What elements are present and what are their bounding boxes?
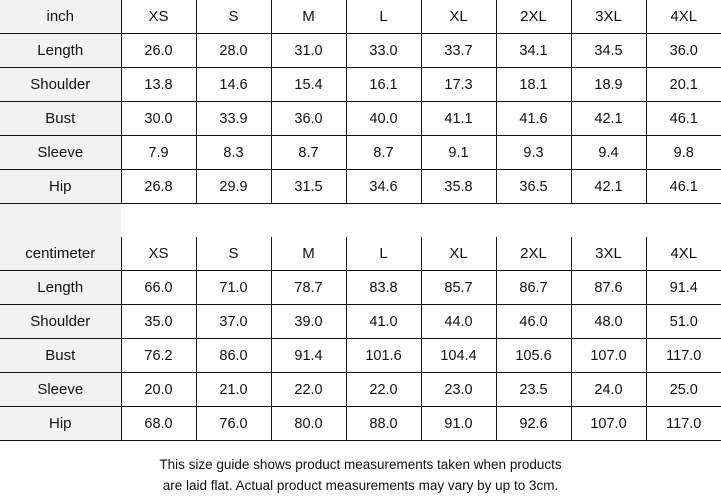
cell: 31.5 bbox=[271, 170, 346, 204]
column-header: M bbox=[271, 237, 346, 271]
cell: 21.0 bbox=[196, 373, 271, 407]
table-row bbox=[0, 373, 721, 407]
cell: 66.0 bbox=[121, 271, 196, 305]
cell: 22.0 bbox=[346, 373, 421, 407]
row-label: Length bbox=[0, 34, 121, 68]
column-header: 3XL bbox=[571, 0, 646, 34]
cell: 23.5 bbox=[496, 373, 571, 407]
cell: 33.7 bbox=[421, 34, 496, 68]
cell: 117.0 bbox=[646, 407, 721, 441]
cell: 107.0 bbox=[571, 339, 646, 373]
table-header-row-inch bbox=[0, 0, 721, 34]
row-label: Bust bbox=[0, 102, 121, 136]
cell: 17.3 bbox=[421, 68, 496, 102]
cell: 78.7 bbox=[271, 271, 346, 305]
cell: 91.4 bbox=[646, 271, 721, 305]
cell: 42.1 bbox=[571, 170, 646, 204]
table-row bbox=[0, 407, 721, 441]
cell: 87.6 bbox=[571, 271, 646, 305]
column-header: 3XL bbox=[571, 237, 646, 271]
table-row bbox=[0, 102, 721, 136]
row-label: Hip bbox=[0, 407, 121, 441]
cell: 18.1 bbox=[496, 68, 571, 102]
cell: 41.1 bbox=[421, 102, 496, 136]
cell: 42.1 bbox=[571, 102, 646, 136]
cell: 8.7 bbox=[346, 136, 421, 170]
cell: 23.0 bbox=[421, 373, 496, 407]
cell: 31.0 bbox=[271, 34, 346, 68]
cell: 15.4 bbox=[271, 68, 346, 102]
column-header: 4XL bbox=[646, 0, 721, 34]
table-row bbox=[0, 68, 721, 102]
cell: 91.4 bbox=[271, 339, 346, 373]
cell: 34.6 bbox=[346, 170, 421, 204]
cell: 18.9 bbox=[571, 68, 646, 102]
cell: 44.0 bbox=[421, 305, 496, 339]
cell: 9.8 bbox=[646, 136, 721, 170]
table-row bbox=[0, 339, 721, 373]
size-table-centimeter bbox=[0, 237, 721, 441]
cell: 104.4 bbox=[421, 339, 496, 373]
cell: 48.0 bbox=[571, 305, 646, 339]
cell: 37.0 bbox=[196, 305, 271, 339]
cell: 92.6 bbox=[496, 407, 571, 441]
column-header: XS bbox=[121, 237, 196, 271]
cell: 13.8 bbox=[121, 68, 196, 102]
unit-label-centimeter: centimeter bbox=[0, 237, 121, 271]
size-guide-footnote bbox=[0, 441, 721, 497]
cell: 107.0 bbox=[571, 407, 646, 441]
cell: 26.8 bbox=[121, 170, 196, 204]
cell: 34.5 bbox=[571, 34, 646, 68]
cell: 25.0 bbox=[646, 373, 721, 407]
table-row bbox=[0, 271, 721, 305]
footnote-line-1: This size guide shows product measurements taken when products bbox=[159, 457, 562, 472]
cell: 8.3 bbox=[196, 136, 271, 170]
cell: 33.0 bbox=[346, 34, 421, 68]
row-label: Length bbox=[0, 271, 121, 305]
cell: 36.0 bbox=[271, 102, 346, 136]
cell: 76.2 bbox=[121, 339, 196, 373]
cell: 7.9 bbox=[121, 136, 196, 170]
column-header: S bbox=[196, 0, 271, 34]
cell: 80.0 bbox=[271, 407, 346, 441]
cell: 91.0 bbox=[421, 407, 496, 441]
table-row bbox=[0, 34, 721, 68]
cell: 22.0 bbox=[271, 373, 346, 407]
cell: 35.8 bbox=[421, 170, 496, 204]
cell: 14.6 bbox=[196, 68, 271, 102]
cell: 20.1 bbox=[646, 68, 721, 102]
row-label: Hip bbox=[0, 170, 121, 204]
unit-label-inch: inch bbox=[0, 0, 121, 34]
cell: 24.0 bbox=[571, 373, 646, 407]
cell: 36.5 bbox=[496, 170, 571, 204]
cell: 36.0 bbox=[646, 34, 721, 68]
cell: 85.7 bbox=[421, 271, 496, 305]
cell: 35.0 bbox=[121, 305, 196, 339]
column-header: M bbox=[271, 0, 346, 34]
cell: 46.0 bbox=[496, 305, 571, 339]
cell: 9.1 bbox=[421, 136, 496, 170]
column-header: 4XL bbox=[646, 237, 721, 271]
cell: 51.0 bbox=[646, 305, 721, 339]
table-header-row-centimeter bbox=[0, 237, 721, 271]
row-label: Shoulder bbox=[0, 68, 121, 102]
cell: 68.0 bbox=[121, 407, 196, 441]
cell: 86.7 bbox=[496, 271, 571, 305]
column-header: XS bbox=[121, 0, 196, 34]
cell: 34.1 bbox=[496, 34, 571, 68]
cell: 30.0 bbox=[121, 102, 196, 136]
cell: 76.0 bbox=[196, 407, 271, 441]
column-header: S bbox=[196, 237, 271, 271]
column-header: XL bbox=[421, 237, 496, 271]
table-row bbox=[0, 136, 721, 170]
cell: 41.6 bbox=[496, 102, 571, 136]
cell: 8.7 bbox=[271, 136, 346, 170]
cell: 33.9 bbox=[196, 102, 271, 136]
cell: 46.1 bbox=[646, 170, 721, 204]
cell: 86.0 bbox=[196, 339, 271, 373]
size-table-inch bbox=[0, 0, 721, 237]
cell: 39.0 bbox=[271, 305, 346, 339]
table-row bbox=[0, 305, 721, 339]
column-header: L bbox=[346, 0, 421, 34]
column-header: 2XL bbox=[496, 0, 571, 34]
cell: 46.1 bbox=[646, 102, 721, 136]
cell: 9.3 bbox=[496, 136, 571, 170]
cell: 29.9 bbox=[196, 170, 271, 204]
row-label: Shoulder bbox=[0, 305, 121, 339]
table-spacer bbox=[0, 204, 721, 238]
cell: 40.0 bbox=[346, 102, 421, 136]
cell: 88.0 bbox=[346, 407, 421, 441]
cell: 41.0 bbox=[346, 305, 421, 339]
cell: 26.0 bbox=[121, 34, 196, 68]
cell: 16.1 bbox=[346, 68, 421, 102]
table-row bbox=[0, 170, 721, 204]
footnote-line-2: are laid flat. Actual product measurements may vary by up to 3cm. bbox=[162, 477, 559, 493]
cell: 9.4 bbox=[571, 136, 646, 170]
column-header: 2XL bbox=[496, 237, 571, 271]
cell: 83.8 bbox=[346, 271, 421, 305]
row-label: Bust bbox=[0, 339, 121, 373]
cell: 71.0 bbox=[196, 271, 271, 305]
column-header: L bbox=[346, 237, 421, 271]
cell: 28.0 bbox=[196, 34, 271, 68]
row-label: Sleeve bbox=[0, 373, 121, 407]
cell: 20.0 bbox=[121, 373, 196, 407]
cell: 101.6 bbox=[346, 339, 421, 373]
row-label: Sleeve bbox=[0, 136, 121, 170]
cell: 105.6 bbox=[496, 339, 571, 373]
column-header: XL bbox=[421, 0, 496, 34]
cell: 117.0 bbox=[646, 339, 721, 373]
